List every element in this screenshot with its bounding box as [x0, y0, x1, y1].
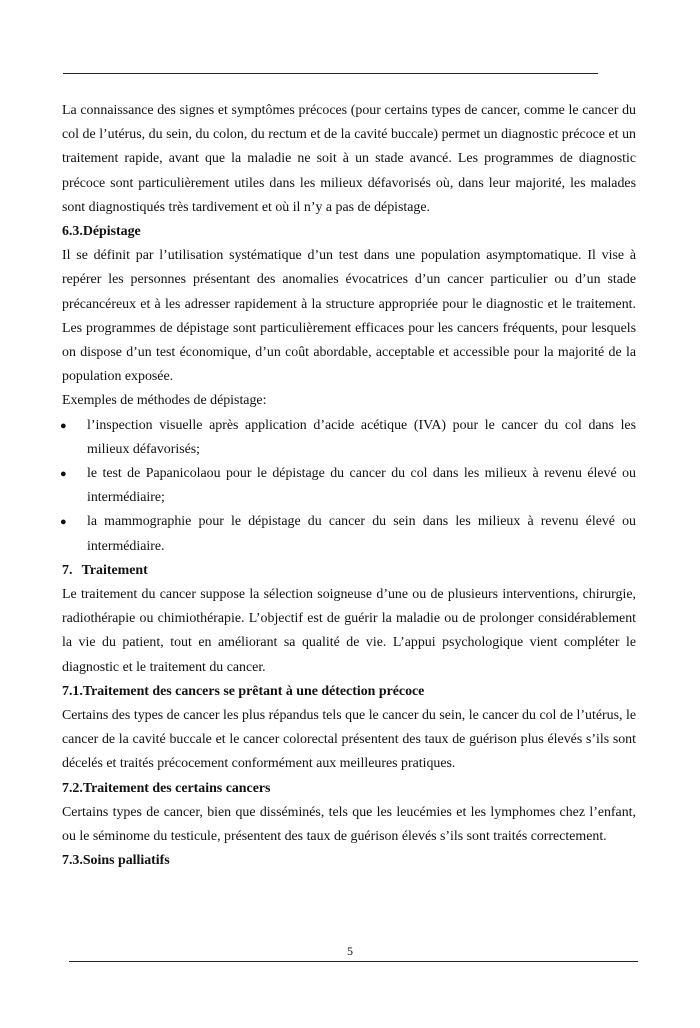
traitement-certains-paragraph: Certains types de cancer, bien que disséminés, tels que les leucémies et les lymphomes chez l’enfant, ou le séminome du testicule, présentent des taux de guérison élevés s’ils sont traités correctement.: [62, 804, 636, 845]
page-body: [62, 99, 636, 874]
traitement-precoce-paragraph: Certains des types de cancer les plus répandus tels que le cancer du sein, le cancer du col de l’utérus, le cancer de la cavité buccale et le cancer colorectal présentent des taux de guérison plus élevés s’ils sont décelés et traités précocement conformément aux meilleures pratiques.: [62, 708, 636, 772]
bullet-icon: ●: [60, 419, 67, 432]
bullet-icon: ●: [60, 516, 67, 529]
header-rule: [63, 73, 598, 74]
heading-traitement-precoce: 7.1.Traitement des cancers se prêtant à une détection précoce: [62, 683, 425, 699]
exemples-intro: Exemples de méthodes de dépistage:: [62, 393, 267, 409]
list-item-text: le test de Papanicolaou pour le dépistage du cancer du col dans les milieux à revenu élevé ou intermédiaire;: [87, 466, 636, 506]
footer-rule: [69, 961, 638, 962]
depistage-methods-list: [62, 414, 636, 559]
heading-traitement: 7. Traitement: [62, 562, 148, 578]
list-item: [62, 462, 636, 510]
depistage-paragraph: Il se définit par l’utilisation systématique d’un test dans une population asymptomatique. Il vise à repérer les personnes présentant des anomalies évocatrices d’un cancer particulier ou d’un stade précancéreux et à les adresser rapidement à la structure appropriée pour le diagnostic et le traitement. Les programmes de dépistage sont particulièrement efficaces pour les cancers fréquents, pour lesquels on dispose d’un test économique, d’un coût abordable, acceptable et accessible pour la majorité de la population exposée.: [62, 248, 636, 385]
list-item-text: l’inspection visuelle après application d’acide acétique (IVA) pour le cancer du col dans les milieux défavorisés;: [87, 417, 636, 457]
list-item: [62, 510, 636, 558]
intro-paragraph: La connaissance des signes et symptômes précoces (pour certains types de cancer, comme le cancer du col de l’utérus, du sein, du colon, du rectum et de la cavité buccale) permet un diagnostic précoce et un traitement rapide, avant que la maladie ne soit à un stade avancé. Les programmes de diagnostic précoce sont particulièrement utiles dans les milieux défavorisés où, dans leur majorité, les malades sont diagnostiqués très tardivement et où il n’y a pas de dépistage.: [62, 103, 636, 215]
bullet-icon: ●: [60, 468, 67, 481]
heading-depistage: 6.3.Dépistage: [62, 224, 141, 240]
heading-soins-palliatifs: 7.3.Soins palliatifs: [62, 853, 170, 869]
list-item: [62, 414, 636, 462]
list-item-text: la mammographie pour le dépistage du cancer du sein dans les milieux à revenu élevé ou intermédiaire.: [87, 514, 636, 554]
heading-traitement-certains: 7.2.Traitement des certains cancers: [62, 780, 271, 796]
traitement-paragraph: Le traitement du cancer suppose la sélection soigneuse d’une ou de plusieurs interventions, chirurgie, radiothérapie ou chimiothérapie. L’objectif est de guérir la maladie ou de prolonger considérablement la vie du patient, tout en améliorant sa qualité de vie. L’appui psychologique vient compléter le diagnostic et le traitement du cancer.: [62, 587, 636, 675]
page-number: 5: [347, 944, 353, 958]
